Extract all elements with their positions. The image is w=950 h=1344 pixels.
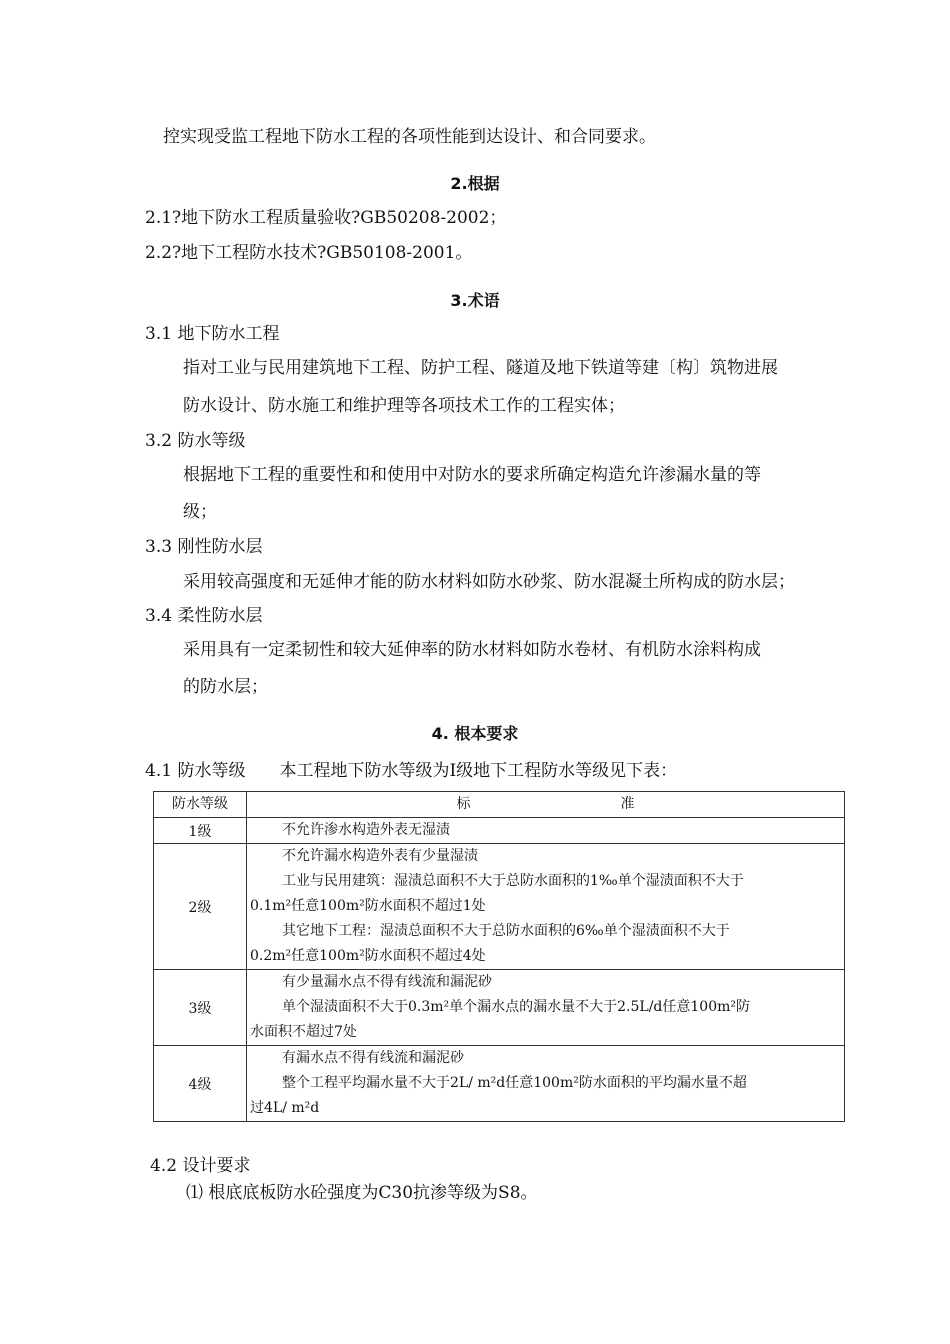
term-3-4-line-2: 的防水层； <box>183 677 268 697</box>
table-row <box>154 1046 845 1122</box>
section-4-title: 4. 根本要求 <box>431 724 519 743</box>
term-3-2-line-1: 根据地下工程的重要性和和使用中对防水的要求所确定构造允许渗漏水量的等 <box>183 465 761 485</box>
item-4-2-line-1: ⑴ 根底底板防水砼强度为C30抗渗等级为S8。 <box>186 1183 538 1203</box>
grade-cell: 1级 <box>154 818 247 844</box>
grade-cell: 2级 <box>154 844 247 970</box>
term-3-3-line-1: 采用较高强度和无延伸才能的防水材料如防水砂浆、防水混凝土所构成的防水层； <box>183 572 795 592</box>
waterproof-grade-table <box>153 791 845 1122</box>
table-row <box>154 844 845 970</box>
term-3-2-head: 3.2 防水等级 <box>145 431 246 451</box>
item-4-1-head: 4.1 防水等级 <box>145 761 246 781</box>
table-row <box>154 970 845 1046</box>
section-2-item-1: 2.1?地下防水工程质量验收?GB50208-2002； <box>145 208 507 228</box>
standard-cell: 有漏水点不得有线流和漏泥砂 整个工程平均漏水量不大于2L/ m²d任意100m²防水面积的平均漏水量不超 过4L/ m²d <box>247 1046 845 1122</box>
term-3-4-head: 3.4 柔性防水层 <box>145 606 263 626</box>
item-4-1 <box>145 760 677 782</box>
item-4-2-head: 4.2 设计要求 <box>150 1156 251 1176</box>
standard-cell: 有少量漏水点不得有线流和漏泥砂 单个湿渍面积不大于0.3m²单个漏水点的漏水量不大于2.5L/d任意100m²防 水面积不超过7处 <box>247 970 845 1046</box>
table-header-row <box>154 792 845 818</box>
header-grade: 防水等级 <box>154 792 247 818</box>
table-row <box>154 818 845 844</box>
intro-line: 控实现受监工程地下防水工程的各项性能到达设计、和合同要求。 <box>163 127 656 147</box>
section-2-item-2: 2.2?地下工程防水技术?GB50108-2001。 <box>145 243 473 263</box>
term-3-4-line-1: 采用具有一定柔韧性和较大延伸率的防水材料如防水卷材、有机防水涂料构成 <box>183 640 761 660</box>
term-3-1-head: 3.1 地下防水工程 <box>145 324 280 344</box>
header-standard: 标 准 <box>247 792 845 818</box>
standard-cell: 不允许渗水构造外表无湿渍 <box>247 818 845 844</box>
term-3-2-line-2: 级； <box>183 502 217 522</box>
term-3-1-line-2: 防水设计、防水施工和维护理等各项技术工作的工程实体； <box>183 396 625 416</box>
term-3-1-line-1: 指对工业与民用建筑地下工程、防护工程、隧道及地下铁道等建〔构〕筑物进展 <box>183 358 778 378</box>
grade-cell: 3级 <box>154 970 247 1046</box>
grade-cell: 4级 <box>154 1046 247 1122</box>
section-2-title: 2.根据 <box>450 174 500 193</box>
term-3-3-head: 3.3 刚性防水层 <box>145 537 263 557</box>
item-4-1-text: 本工程地下防水等级为Ⅰ级地下工程防水等级见下表： <box>279 761 678 781</box>
section-3-title: 3.术语 <box>450 291 500 310</box>
standard-cell: 不允许漏水构造外表有少量湿渍 工业与民用建筑：湿渍总面积不大于总防水面积的1‰单个湿渍面积不大于 0.1m²任意100m²防水面积不超过1处 其它地下工程：湿渍总面积不大于总防水面积的6‰单个湿渍面积不大于 0.2m²任意100m²防水面积不超过4处 <box>247 844 845 970</box>
